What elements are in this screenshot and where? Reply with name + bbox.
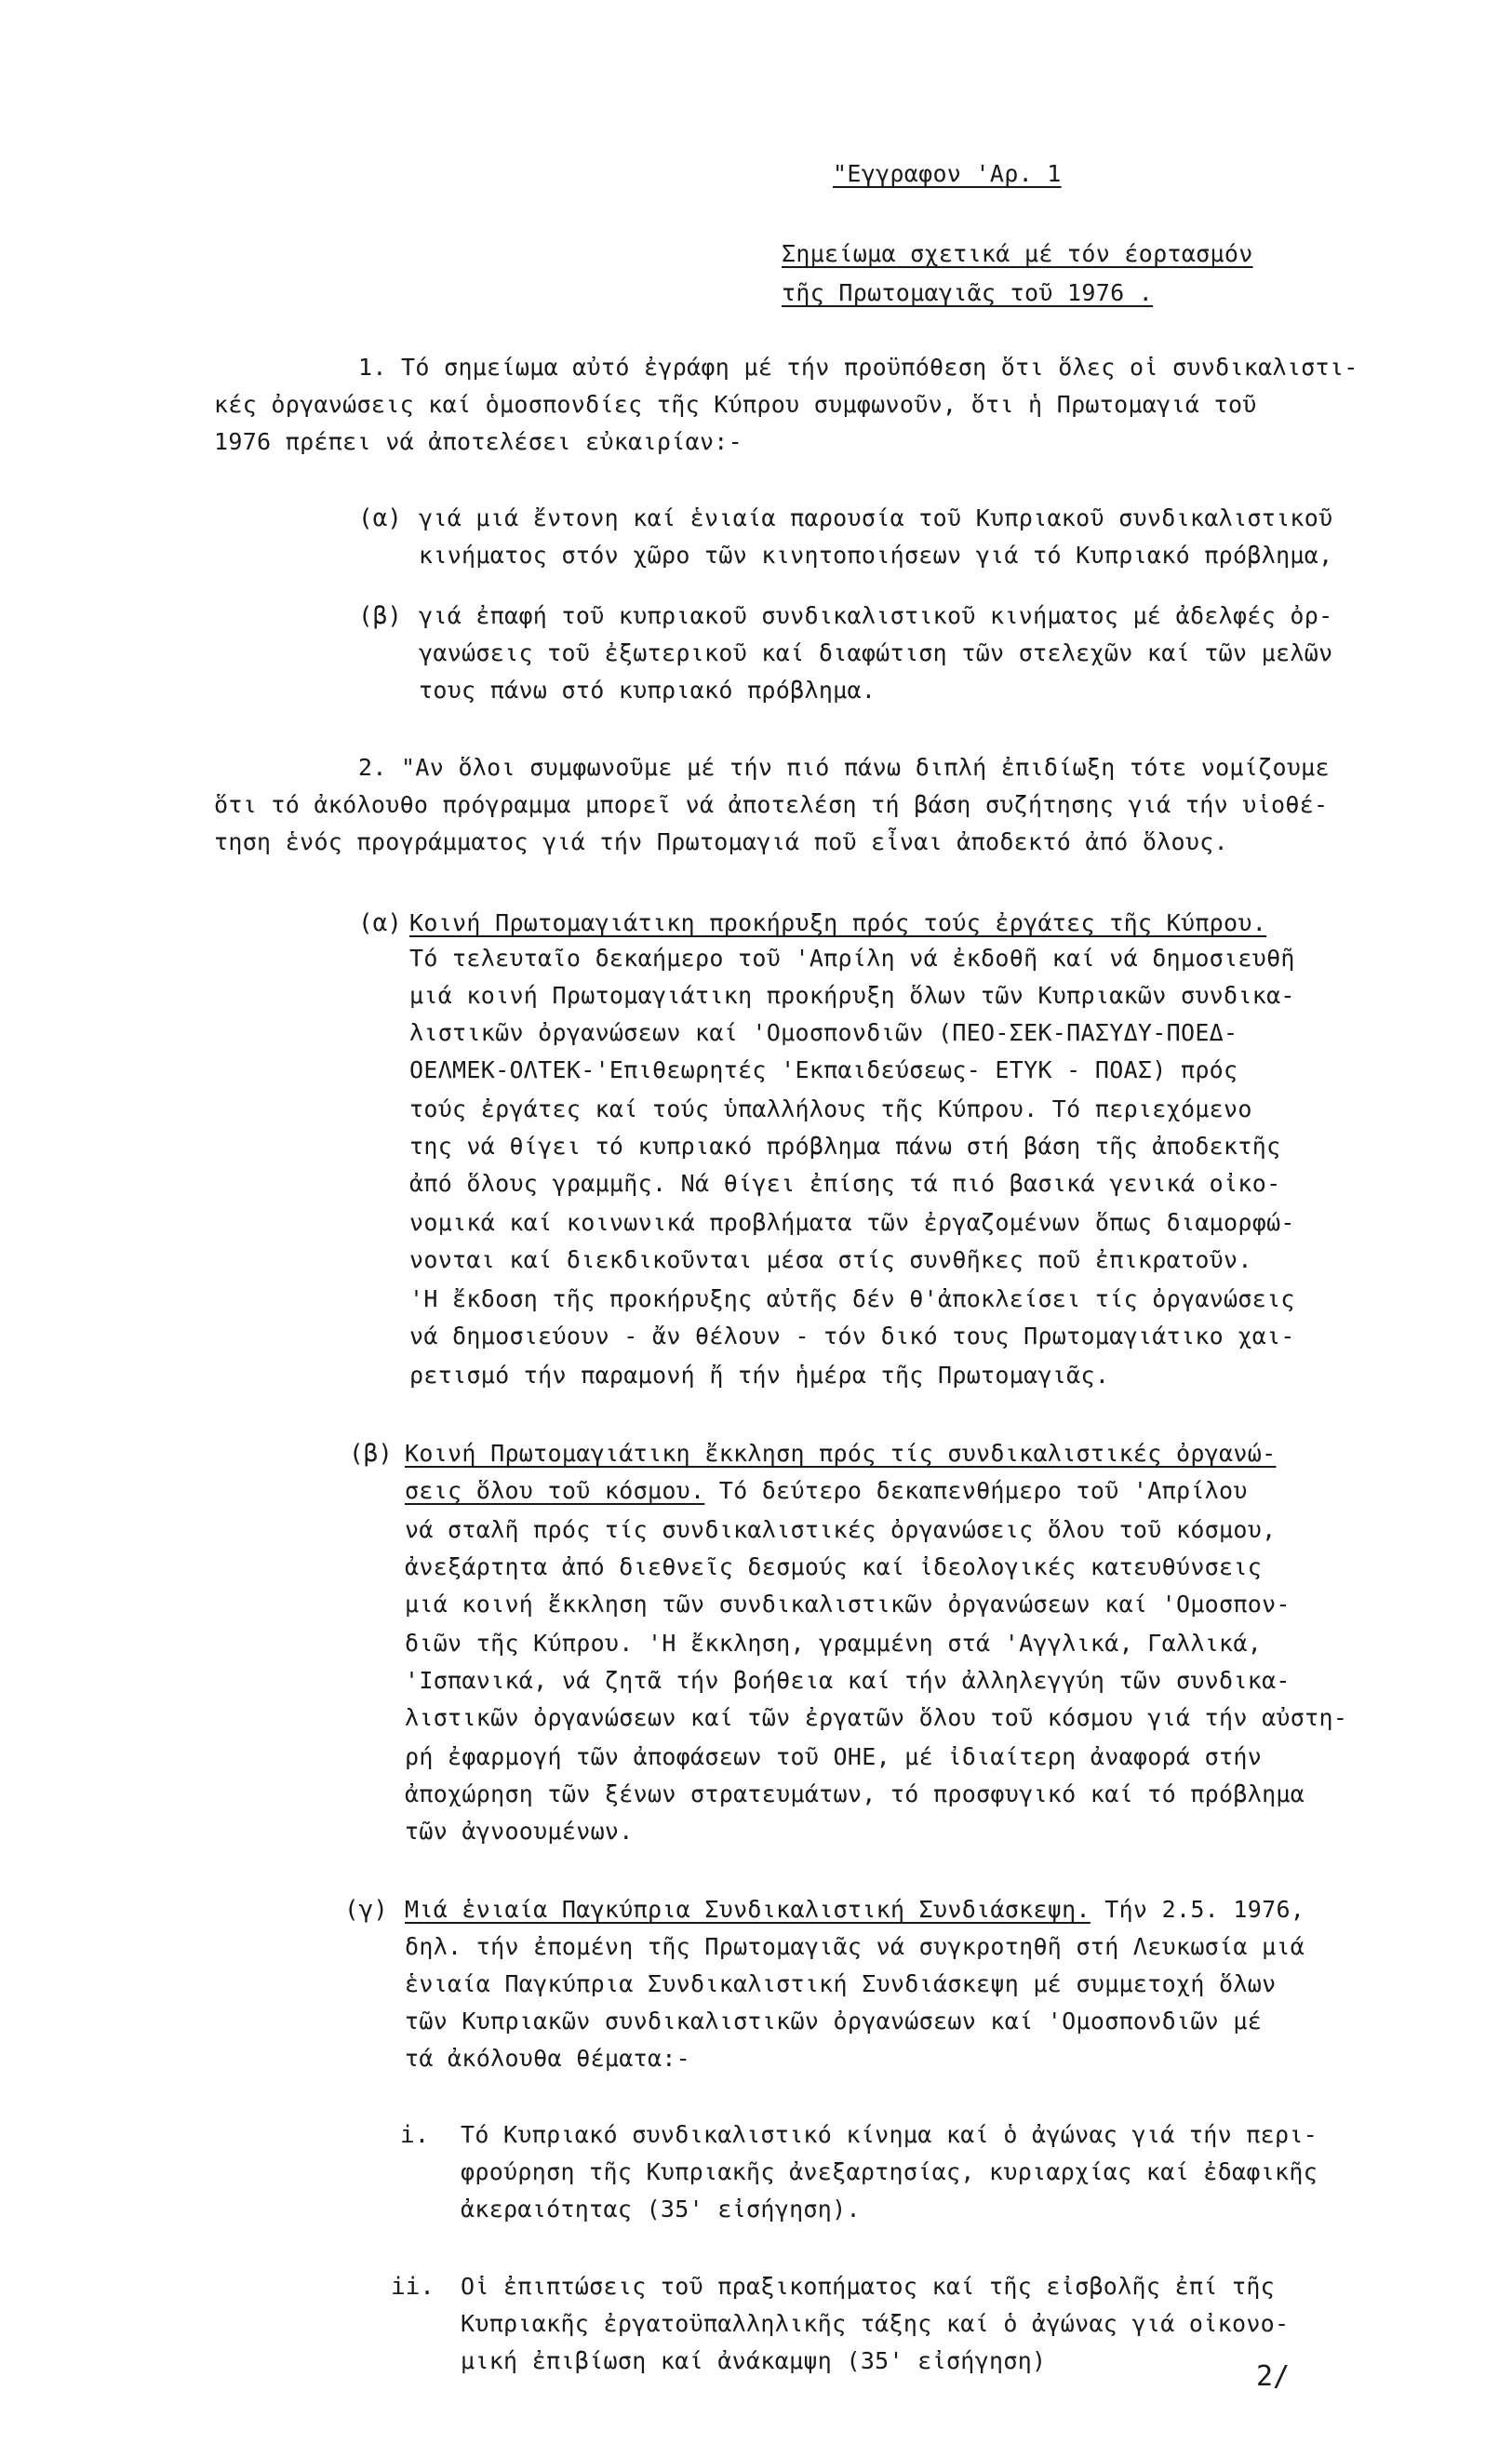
title-line-2: τῆς Πρωτομαγιᾶς τοῦ 1976 . (782, 279, 1154, 306)
para2-line: 2. "Αν ὅλοι συμφωνοῦμε μέ τήν πιό πάνω διπλή ἐπιδίωξη τότε νομίζουμε (358, 754, 1330, 781)
item-a1-line: κινήματος στόν χῶρο τῶν κινητοποιήσεων γιά τό Κυπριακό πρόβλημα, (419, 542, 1333, 569)
document-number: "Εγγραφον 'Αρ. 1 (833, 160, 1062, 187)
item-a2-line: τούς ἐργάτες καί τούς ὑπαλλήλους τῆς Κύπρου. Τό περιεχόμενο (409, 1095, 1252, 1122)
item-a2-line: νά δημοσιεύουν - ἄν θέλουν - τόν δικό τους Πρωτομαγιάτικο χαι- (409, 1323, 1295, 1350)
item-b2-line: λιστικῶν ὀργανώσεων καί τῶν ἐργατῶν ὅλου τοῦ κόσμου γιά τήν αὐστη- (405, 1704, 1348, 1731)
title-line-1: Σημείωμα σχετικά μέ τόν έορτασμόν (782, 240, 1253, 267)
item-b2-line: ἀποχώρηση τῶν ξένων στρατευμάτων, τό προσφυγικό καί τό πρόβλημα (405, 1780, 1305, 1807)
topic-1-line: ἀκεραιότητας (35' εἰσήγηση). (461, 2196, 861, 2223)
item-b1-line: γανώσεις τοῦ ἐξωτερικοῦ καί διαφώτιση τῶν στελεχῶν καί τῶν μελῶν (419, 639, 1333, 666)
item-a2-line: ἀπό ὅλους γραμμῆς. Νά θίγει ἐπίσης τά πιό βασικά γενικά οἰκο- (409, 1170, 1281, 1197)
item-c2-line: δηλ. τήν ἐπομένη τῆς Πρωτομαγιᾶς νά συγκροτηθῆ στή Λευκωσία μιά (405, 1933, 1305, 1960)
item-a2-line: μιά κοινή Πρωτομαγιάτικη προκήρυξη ὅλων τῶν Κυπριακῶν συνδικα- (409, 982, 1295, 1009)
item-c2-line: ἑνιαία Παγκύπρια Συνδικαλιστική Συνδιάσκεψη μέ συμμετοχή ὅλων (405, 1970, 1277, 1997)
topic-2-line: Κυπριακῆς ἐργατοϋπαλληλικῆς τάξης καί ὁ ἀγώνας γιά οἰκονο- (461, 2310, 1290, 2337)
item-a2-line: ΟΕΛΜΕΚ-ΟΛΤΕΚ-'Επιθεωρητές 'Εκπαιδεύσεως- ΕΤΥΚ - ΠΟΑΣ) πρός (409, 1056, 1238, 1083)
item-a2-line: νομικά καί κοινωνικά προβλήματα τῶν ἐργαζομένων ὅπως διαμορφώ- (409, 1209, 1295, 1236)
item-b1-line: γιά ἐπαφή τοῦ κυπριακοῦ συνδικαλιστικοῦ κινήματος μέ ἀδελφές ὀρ- (419, 602, 1333, 629)
item-a2-label: (α) (358, 909, 402, 937)
item-b2-line: νά σταλῆ πρός τίς συνδικαλιστικές ὀργανώσεις ὅλου τοῦ κόσμου, (405, 1516, 1277, 1543)
item-b2-first-line-rest: Τό δεύτερο δεκαπενθήμερο τοῦ 'Απρίλου (704, 1477, 1248, 1504)
para1-line: 1976 πρέπει νά ἀποτελέσει εὐκαιρίαν:- (214, 428, 743, 455)
topic-2-line: Οἱ ἐπιπτώσεις τοῦ πραξικοπήματος καί τῆς εἰσβολῆς ἐπί τῆς (461, 2273, 1276, 2300)
para2-line: τηση ἑνός προγράμματος γιά τήν Πρωτομαγιά ποῦ εἶναι ἀποδεκτό ἀπό ὅλους. (214, 828, 1228, 855)
topic-1-label: i. (400, 2121, 430, 2149)
item-b2-line: ἀνεξάρτητα ἀπό διεθνεῖς δεσμούς καί ἰδεολογικές κατευθύνσεις (405, 1553, 1263, 1580)
para1-line: κές ὀργανώσεις καί ὁμοσπονδίες τῆς Κύπρου συμφωνοῦν, ὅτι ἡ Πρωτομαγιά τοῦ (214, 391, 1257, 418)
item-a2-line: ρετισμό τήν παραμονή ἤ τήν ἡμέρα τῆς Πρωτομαγιᾶς. (409, 1362, 1110, 1389)
para1-line: 1. Τό σημείωμα αὐτό ἐγράφη μέ τήν προϋπόθεση ὅτι ὅλες οἱ συνδικαλιστι- (358, 354, 1358, 381)
item-c2-heading: Μιά ἑνιαία Παγκύπρια Συνδικαλιστική Συνδιάσκεψη. (405, 1896, 1091, 1923)
item-c2-first-line-rest: Τήν 2.5. 1976, (1090, 1896, 1305, 1923)
item-b2-heading-line-1: Κοινή Πρωτομαγιάτικη ἔκκληση πρός τίς συνδικαλιστικές ὀργανώ- (405, 1440, 1277, 1467)
item-a2-line: νονται καί διεκδικοῦνται μέσα στίς συνθῆκες ποῦ ἐπικρατοῦν. (409, 1246, 1252, 1273)
para2-line: ὅτι τό ἀκόλουθο πρόγραμμα μπορεῖ νά ἀποτελέση τή βάση συζήτησης γιά τήν υἱοθέ- (214, 791, 1329, 818)
item-b2-label: (β) (349, 1440, 393, 1468)
item-a2-line: Τό τελευταῖο δεκαήμερο τοῦ 'Απρίλη νά ἐκδοθῆ καί νά δημοσιευθῆ (409, 945, 1295, 972)
item-b1-label: (β) (358, 602, 402, 630)
topic-2-line: μική ἐπιβίωση καί ἀνάκαμψη (35' εἰσήγηση) (461, 2347, 1047, 2374)
item-b2-heading-line-2: σεις ὅλου τοῦ κόσμου. (405, 1477, 705, 1504)
item-a2-line: λιστικῶν ὀργανώσεων καί 'Ομοσπονδιῶν (ΠΕΟ-ΣΕΚ-ΠΑΣΥΔΥ-ΠΟΕΔ- (409, 1019, 1238, 1046)
topic-1-line: φρούρηση τῆς Κυπριακῆς ἀνεξαρτησίας, κυριαρχίας καί ἐδαφικῆς (461, 2158, 1318, 2185)
topic-1-line: Τό Κυπριακό συνδικαλιστικό κίνημα καί ὁ ἀγώνας γιά τήν περι- (461, 2121, 1318, 2148)
item-b2-line: ρή ἐφαρμογή τῶν ἀποφάσεων τοῦ ΟΗΕ, μέ ἰδιαίτερη ἀναφορά στήν (405, 1743, 1263, 1770)
item-a2-line: της νά θίγει τό κυπριακό πρόβλημα πάνω στή βάση τῆς ἀποδεκτῆς (409, 1133, 1281, 1160)
page-marker: 2/ (1256, 2360, 1291, 2393)
item-b2-line: διῶν τῆς Κύπρου. 'Η ἔκκληση, γραμμένη στά 'Αγγλικά, Γαλλικά, (405, 1630, 1263, 1657)
topic-2-label: ii. (391, 2273, 435, 2301)
item-c2-line: τῶν Κυπριακῶν συνδικαλιστικῶν ὀργανώσεων καί 'Ομοσπονδιῶν μέ (405, 2008, 1263, 2035)
item-c2-line: τά ἀκόλουθα θέματα:- (405, 2045, 691, 2072)
item-a1-label: (α) (358, 504, 402, 532)
item-b2-line: μιά κοινή ἔκκληση τῶν συνδικαλιστικῶν ὀργανώσεων καί 'Ομοσπον- (405, 1591, 1291, 1618)
item-b2-line: τῶν ἀγνοουμένων. (405, 1818, 634, 1845)
item-b1-line: τους πάνω στό κυπριακό πρόβλημα. (419, 677, 876, 704)
item-b2-line: 'Ισπανικά, νά ζητᾶ τήν βοήθεια καί τήν ἀλληλεγγύη τῶν συνδικα- (405, 1667, 1291, 1694)
item-c2-label: (γ) (344, 1896, 388, 1924)
item-a2-line: 'Η ἔκδοση τῆς προκήρυξης αὐτῆς δέν θ'ἀποκλείσει τίς ὀργανώσεις (409, 1285, 1295, 1312)
item-a2-heading: Κοινή Πρωτομαγιάτικη προκήρυξη πρός τούς ἐργάτες τῆς Κύπρου. (409, 909, 1267, 936)
item-a1-line: γιά μιά ἔντονη καί ἑνιαία παρουσία τοῦ Κυπριακοῦ συνδικαλιστικοῦ (419, 504, 1333, 531)
